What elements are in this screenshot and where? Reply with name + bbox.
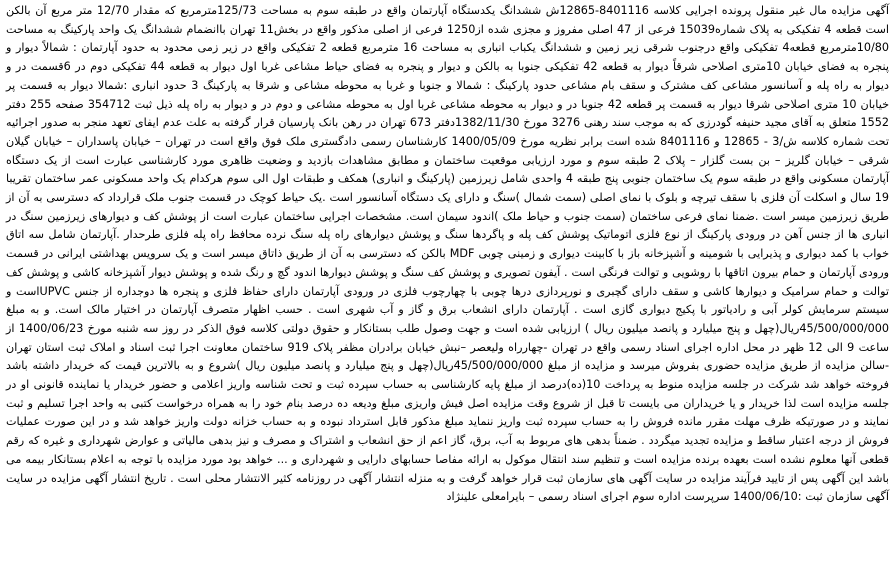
auction-notice-text: آگهی مزایده مال غیر منقول پرونده اجرایی کلاسه 8401116-12865ش ششدانگ یکدستگاه آپارتمان واقع در طبقه سوم به مساحت 125/73مترمربع که مقدار 12/70 متر مربع آن بالکن است قطعه 4 تفکیکی به پلاک شماره15039 فرعی از 47 اصلی مفروز و مجزی شده از1250 فرعی از اصلی مذکور واقع در بخش11 تهران باانضمام ششدانگ یک واحد پارکینگ به مساحت 10/80مترمربع قطعه4 تفکیکی واقع درجنوب شرقی زیر زمین و ششدانگ یکباب انباری به مساحت 16 مترمربع قطعه 2 تفکیکی واقع در زیر زمی محدود به حدود آپارتمان : شمالاً دیوار و پنجره به فضای خیابان 10متری اصلاحی شرقاً دیوار به قطعه 42 تفکیکی جنوبا به بالکن و دیوار و پنجره به فضای حیاط مشاعی غربا اول دیوار به قطعه 44 تفکیکی دوم در 6قسمت در و دیوار به راه پله و آسانسور مشاعی کف مشترک و سقف بام مشاعی حدود پارکینگ : شمالا و جنوبا و غربا به محوطه مشاعی و شرقا به پارکینگ 3 حدود انباری :شمالا دیوار به قسمت پر خیابان 10 متری اصلاحی شرقا دیوار به قسمت پر قطعه 42 جنوبا در و دیوار به محوطه مشاعی غربا اول به محوطه مشاعی و دوم در و دیوار به راه پله ذیل ثبت 354712 صفحه 255 دفتر 1552 متعلق به آقای مجید حنیفه گودرزی که به موجب سند رهنی 3276 مورخ 1382/11/30دفتر 673 تهران در رهن بانک پارسیان قرار گرفته به علت عدم ایفای تعهد منجر به صدور اجرائیه تحت شماره کلاسه ش/3 - 12865 و 8401116 شده است برابر نظریه مورخ 1400/05/09 کارشناسان رسمی دادگستری ملک فوق واقع است در تهران – خیابان پاسداران – خیابان گیلان شرقی – خیابان گلریز – بن بست گلزار – پلاک 2 طبقه سوم و مورد ارزیابی موقعیت ساختمان و مطابق مشاهدات بازدید و وضعیت ظاهری مورد کارشناسی عبارت است از یک دستگاه آپارتمان مسکونی واقع در طبقه سوم یک ساختمان جنوبی پنج طبقه 4 واحدی شامل زیرزمین (پارکینگ و انباری) همکف و طبقات اول الی سوم هرکدام یک واحد مسکونی عمر ساختمان تقریبا 19 سال و اسکلت آن فلزی با سقف تیرچه و بلوک با نمای اصلی (سمت شمال )سنگ و دارای یک دستگاه آسانسور است .یک حیاط کوچک در قسمت جنوب ملک قرارداد که دسترسی به آن از طریق زیرزمین میسر است .ضمنا نمای فرعی ساختمان (سمت جنوب و حیاط ملک )اندود سیمان است. مشخصات اجرایی ساختمان عبارت است از پوشش کف و دیوارهای زیرزمین سنگ در انباری ها از جنس آهن در ورودی پارکینگ از نوع فلزی اتوماتیک پوشش کف پله و پاگردها سنگ و پوشش دیوارهای راه پله سنگ نرده محافظ راه پله فلزی طرحدار .آپارتمان شامل سه اتاق خواب با کمد دیواری و پذیرایی با شومینه و آشپزخانه باز با کابینت دیواری و زمینی چوبی MDF بالکن که دسترسی به آن از طریق ذاتاق میسر است و یک سرویس بهداشتی ایرانی در قسمت ورودی آپارتمان و حمام بیرون اتاقها با روشویی و توالت فرنگی است . آیفون تصویری و پوشش کف سنگ و پوشش دیوارها اندود گچ و رنگ شده و پوشش دیوار آشپزخانه کاشی و پوشش کف توالت و حمام سرامیک و دیوارها کاشی و سقف دارای گچبری و نورپردازی درها چوبی با چهارچوب فلزی در ورودی آپارتمان دارای حفاظ فلزی و پنجره ها دوجداره از جنس UPVCاست و سیستم سرمایش کولر آبی و رادیاتور با پکیج دیواری گازی است . آپارتمان دارای انشعاب برق و گاز و آب شهری است . حسب اظهار متصرف آپارتمان در اختیار مالک است. و به مبلغ 45/500/000/000ریال(چهل و پنج میلیارد و پانصد میلیون ریال ) ارزیابی شده است و جهت وصول طلب بستانکار و حقوق دولتی کلاسه فوق الذکر در روز سه شنبه مورخ 1400/06/23 از ساعت 9 الی 12 ظهر در محل اداره اجرای اسناد رسمی واقع در تهران -چهارراه ولیعصر –نبش خیابان برادران مظفر پلاک 919 ساختمان معاونت اجرا ثبت اسناد و املاک ثبت استان تهران -سالن مزایده از طریق مزایده حضوری بفروش میرسد و مزایده از مبلغ 45/500/000/000ریال(چهل و پنج میلیارد و پانصد میلیون ریال )شروع و به بالاترین قیمت که خریدار داشته باشد فروخته خواهد شد شرکت در جلسه مزایده منوط به پرداخت 10(ده)درصد از مبلغ پایه کارشناسی به حساب سپرده ثبت و تحت شناسه واریز اعلامی و حضور خریدار یا نماینده قانونی او در جلسه مزایده است لذا خریدار و یا خریداران می بایست تا قبل از شروع وقت مزایده اصل فیش واریزی مبلغ ودیعه ده درصد بنام خود را به همراه درخواست کتبی به واحد اجرا تسلیم و ثبت نمایند و در صورتیکه ظرف مهلت مقرر مانده فروش را به حساب سپرده ثبت واریز ننماید مبلغ مذکور قابل استرداد نبوده و به حساب خزانه دولت واریز خواهد شد و در این صورت عملیات فروش از درجه اعتبار ساقط و مزایده تجدید میگردد . ضمناً بدهی های مربوط به آب، برق، گاز اعم از حق انشعاب و اشتراک و مصرف و نیز بدهی مالیاتی و عوارض شهرداری و غیره که رقم قطعی آنها معلوم نشده است بعهده برنده مزایده است و تنظیم سند انتقال موکول به ارائه مفاصا حسابهای دارایی و شهرداری و ... خواهد بود مورد مزایده با توجه به اعلام بستانکار بیمه می باشد این آگهی پس از تایید فرآیند مزایده در سایت آگهی های سازمان ثبت قرار خواهد گرفت و به منزله انتشار آگهی در روزنامه کثیر الانتشار محلی است . تاریخ انتشار آگهی مزایده در سایت آگهی سازمان ثبت :1400/06/10 سرپرست اداره سوم اجرای اسناد رسمی – بایرامعلی علینژاد [6, 4, 890, 504]
